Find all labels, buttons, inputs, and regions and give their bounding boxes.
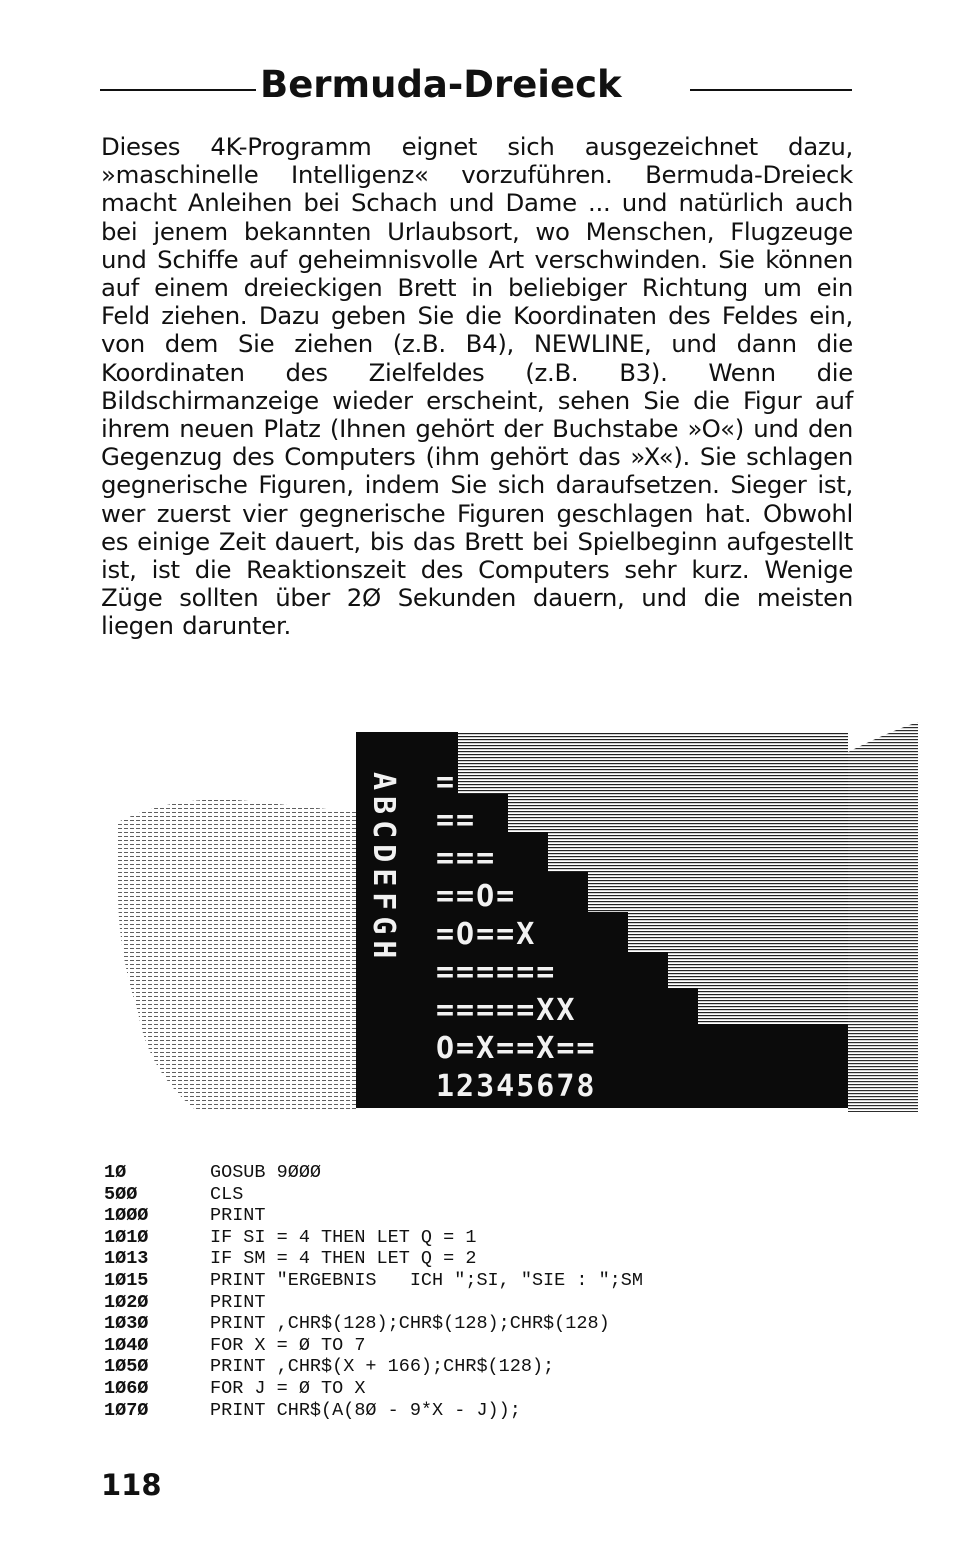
code-line (104, 1227, 643, 1249)
line-number: 5ØØ (104, 1183, 138, 1205)
code-line (104, 1270, 643, 1292)
basic-statement: PRINT ,CHR$(128);CHR$(128);CHR$(128) (210, 1313, 610, 1335)
basic-statement: PRINT CHR$(A(8Ø - 9*X - J)); (210, 1399, 521, 1421)
screen-row-labels: ABCDEFGH (366, 772, 401, 965)
code-line (104, 1248, 643, 1270)
code-line (104, 1184, 643, 1206)
halftone-right (848, 722, 918, 1112)
code-line (104, 1313, 643, 1335)
title-rule-left (100, 89, 256, 91)
page-number: 118 (101, 1468, 162, 1502)
board-row: === (436, 841, 497, 876)
basic-statement: FOR J = Ø TO X (210, 1377, 366, 1399)
line-number: 1Ø7Ø (104, 1399, 149, 1421)
line-number: 1Ø (104, 1162, 127, 1183)
title-row (100, 62, 852, 108)
code-line (104, 1162, 643, 1184)
board-row: =O==X (436, 917, 537, 952)
line-number: 1Ø1Ø (104, 1226, 149, 1248)
body-paragraph: Dieses 4K-Programm eignet sich ausgezeichnet dazu, »maschinelle Intelligenz« vorzuführen. Bermuda-Dreieck macht Anleihen bei Schach und Dame ... und natürlich auch bei jenem bekannten Urlaubsort, wo Menschen, Flugzeuge und Schiffe auf geheimnisvolle Art verschwinden. Sie können auf einem dreieckigen Brett in beliebiger Richtung um ein Feld ziehen. Dazu geben Sie die Koordinaten des Feldes ein, von dem Sie ziehen (z.B. B4), NEWLINE, und dann die Koordinaten des Zielfeldes (z.B. B3). Wenn die Bildschirmanzeige wieder erscheint, sehen Sie die Figur auf ihrem neuen Platz (Ihnen gehört der Buchstabe »O«) und den Gegenzug des Computers (ihm gehört das »X«). Sie schlagen gegnerische Figuren, indem Sie sich daraufsetzen. Sieger ist, wer zuerst vier gegnerische Figuren geschlagen hat. Obwohl es einige Zeit dauert, bis das Brett bei Spielbeginn aufgestellt ist, ist die Reaktionszeit des Computers sehr kurz. Wenige Züge sollten über 2Ø Sekunden dauern, und die meisten liegen darunter. (101, 132, 853, 641)
basic-statement: GOSUB 9ØØØ (210, 1162, 322, 1183)
line-number: 1Ø15 (104, 1269, 149, 1291)
line-number: 1ØØØ (104, 1205, 149, 1227)
board-row: == (436, 803, 477, 838)
code-line (104, 1335, 643, 1357)
code-line (104, 1205, 643, 1227)
basic-statement: PRINT "ERGEBNIS ICH ";SI, "SIE : ";SM (210, 1269, 643, 1291)
screen-photo (118, 712, 918, 1120)
basic-statement: FOR X = Ø TO 7 (210, 1334, 366, 1356)
line-number: 1Ø6Ø (104, 1377, 149, 1399)
basic-statement: PRINT ,CHR$(X + 166);CHR$(128); (210, 1356, 555, 1378)
line-number: 1Ø2Ø (104, 1291, 149, 1313)
line-number: 1Ø4Ø (104, 1334, 149, 1356)
board-row: =====XX (436, 993, 577, 1028)
board-column-numbers: 12345678 (436, 1069, 597, 1104)
halftone-left (118, 800, 356, 1113)
basic-statement: IF SI = 4 THEN LET Q = 1 (210, 1226, 477, 1248)
code-line (104, 1400, 643, 1422)
code-line (104, 1292, 643, 1314)
basic-statement: PRINT (210, 1205, 266, 1227)
board-row: O=X==X== (436, 1031, 597, 1066)
basic-statement: PRINT (210, 1291, 266, 1313)
line-number: 1Ø3Ø (104, 1313, 149, 1335)
line-number: 1Ø13 (104, 1248, 149, 1270)
screen-photo-svg (118, 712, 918, 1120)
line-number: 1Ø5Ø (104, 1356, 149, 1378)
code-line (104, 1356, 643, 1378)
board-row: ==O= (436, 879, 517, 914)
basic-statement: CLS (210, 1183, 244, 1205)
page-title: Bermuda-Dreieck (260, 63, 622, 106)
basic-statement: IF SM = 4 THEN LET Q = 2 (210, 1248, 477, 1270)
basic-listing (104, 1162, 643, 1421)
board-row: = (436, 765, 457, 800)
title-rule-right (690, 89, 852, 91)
board-row: ====== (436, 955, 557, 990)
code-line (104, 1378, 643, 1400)
